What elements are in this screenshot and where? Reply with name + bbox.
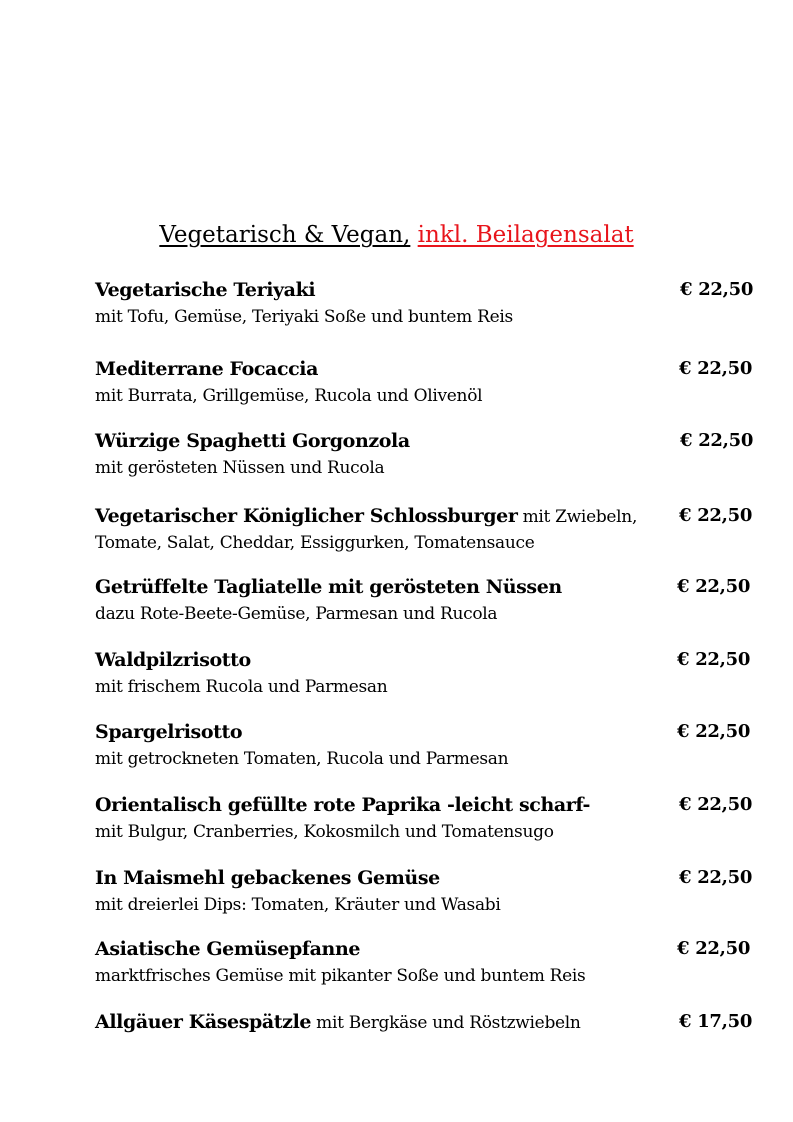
item-price: € 22,50 xyxy=(677,721,751,742)
heading-title: Vegetarisch & Vegan, xyxy=(159,222,411,248)
item-inline-desc: mit Zwiebeln, xyxy=(517,507,638,527)
item-price: € 17,50 xyxy=(679,1011,753,1032)
item-name: Würzige Spaghetti Gorgonzola xyxy=(95,430,410,452)
item-price: € 22,50 xyxy=(679,794,753,815)
item-price: € 22,50 xyxy=(680,279,754,300)
item-name: In Maismehl gebackenes Gemüse xyxy=(95,867,440,889)
item-price: € 22,50 xyxy=(679,358,753,379)
item-description: mit getrockneten Tomaten, Rucola und Parmesan xyxy=(95,749,509,769)
item-description: mit gerösteten Nüssen und Rucola xyxy=(95,458,385,478)
item-description: mit Burrata, Grillgemüse, Rucola und Olivenöl xyxy=(95,386,483,406)
item-name: Asiatische Gemüsepfanne xyxy=(95,938,361,960)
menu-item xyxy=(95,721,755,771)
item-description: dazu Rote-Beete-Gemüse, Parmesan und Rucola xyxy=(95,604,498,624)
item-description: marktfrisches Gemüse mit pikanter Soße und buntem Reis xyxy=(95,966,586,986)
item-name: Mediterrane Focaccia xyxy=(95,358,319,380)
item-price: € 22,50 xyxy=(679,505,753,526)
item-price: € 22,50 xyxy=(679,867,753,888)
heading-accent: inkl. Beilagensalat xyxy=(417,222,634,248)
menu-item xyxy=(95,794,755,844)
item-name: Waldpilzrisotto xyxy=(95,649,251,671)
item-description: mit Tofu, Gemüse, Teriyaki Soße und buntem Reis xyxy=(95,307,513,327)
menu-item xyxy=(95,430,755,480)
item-inline-desc: mit Bergkäse und Röstzwiebeln xyxy=(311,1013,581,1033)
item-name: Vegetarischer Königlicher Schlossburger xyxy=(95,505,518,527)
menu-section-heading xyxy=(0,219,793,251)
menu-item xyxy=(95,576,755,626)
item-name: Spargelrisotto xyxy=(95,721,243,743)
item-description: mit Bulgur, Cranberries, Kokosmilch und Tomatensugo xyxy=(95,822,554,842)
item-name: Allgäuer Käsespätzle xyxy=(95,1011,312,1033)
item-description: Tomate, Salat, Cheddar, Essiggurken, Tomatensauce xyxy=(95,533,535,553)
item-name: Vegetarische Teriyaki xyxy=(95,279,316,301)
menu-item xyxy=(95,279,755,329)
menu-item xyxy=(95,1011,755,1037)
item-description: mit dreierlei Dips: Tomaten, Kräuter und Wasabi xyxy=(95,895,501,915)
menu-item xyxy=(95,505,755,555)
item-price: € 22,50 xyxy=(677,576,751,597)
item-name: Getrüffelte Tagliatelle mit gerösteten Nüssen xyxy=(95,576,562,598)
item-price: € 22,50 xyxy=(677,649,751,670)
menu-item xyxy=(95,867,755,917)
item-price: € 22,50 xyxy=(677,938,751,959)
menu-item xyxy=(95,358,755,408)
item-description: mit frischem Rucola und Parmesan xyxy=(95,677,388,697)
item-price: € 22,50 xyxy=(680,430,754,451)
item-name: Orientalisch gefüllte rote Paprika -leicht scharf- xyxy=(95,794,590,816)
menu-item xyxy=(95,649,755,699)
menu-item xyxy=(95,938,755,988)
